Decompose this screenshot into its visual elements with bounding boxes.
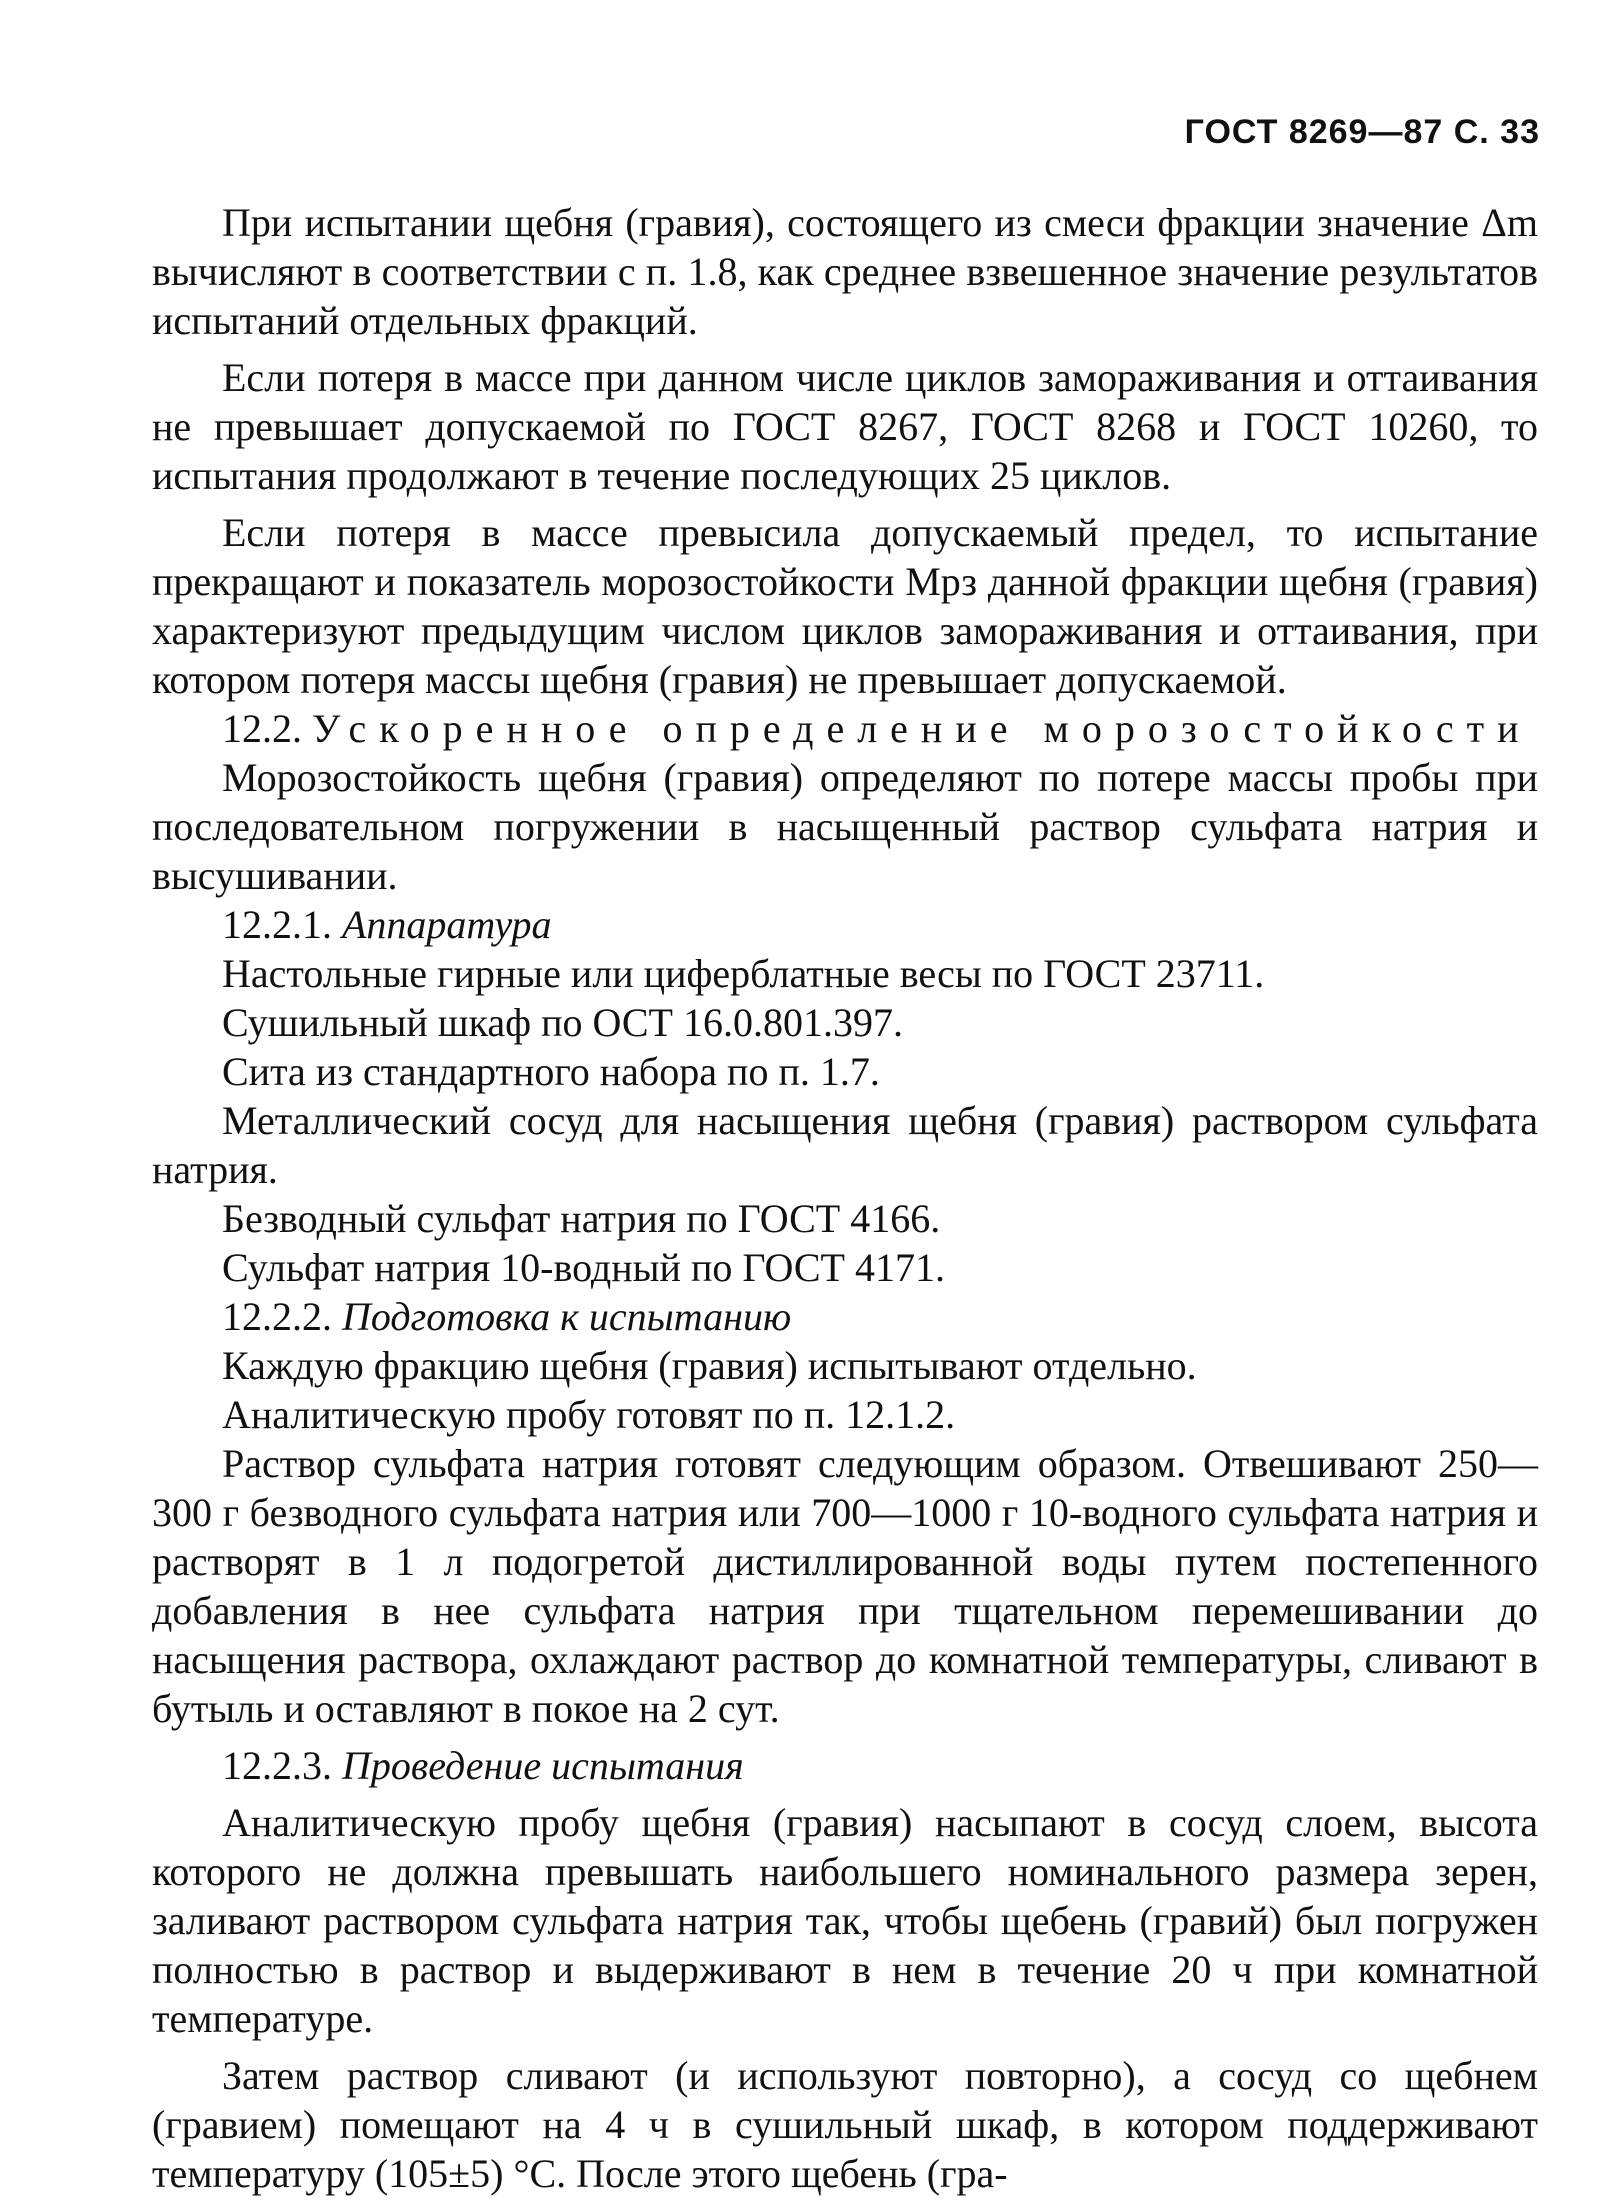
paragraph-each-fraction: Каждую фракцию щебня (гравия) испытывают отдельно. [222,1343,1197,1388]
section-12-2-2-number: 12.2.2. [222,1294,332,1339]
section-12-2-2-heading [152,1292,1538,1341]
paragraph-solution-preparation: Раствор сульфата натрия готовят следующим образом. Отвешивают 250—300 г безводного сульфата натрия или 700—1000 г 10-водного сульфата натрия и растворят в 1 л подогретой дистиллированной воды путем постепенного добавления в нее сульфата натрия при тщательном перемешивании до насыщения раствора, охлаждают раствор до комнатной температуры, сливают в бутыль и оставляют в покое на 2 сут. [152,1441,1538,1731]
section-12-2-1-title: Аппаратура [342,902,552,947]
section-12-2-2-title: Подготовка к испытанию [342,1294,792,1339]
section-12-2-3-number: 12.2.3. [222,1743,332,1788]
paragraph-analytic-sample: Аналитическую пробу готовят по п. 12.1.2. [222,1392,956,1437]
paragraph-method-description: Морозостойкость щебня (гравия) определяют по потере массы пробы при последовательном погружении в насыщенный раствор сульфата натрия и высушивании. [152,755,1538,898]
section-12-2-1-heading [152,900,1538,949]
section-12-2-3-heading [152,1741,1538,1790]
page-header: ГОСТ 8269—87 С. 33 [1184,113,1540,151]
document-body [152,198,1538,2198]
paragraph-loss-within-limit: Если потеря в массе при данном числе циклов замораживания и оттаивания не превышает допускаемой по ГОСТ 8267, ГОСТ 8268 и ГОСТ 10260, то испытания продолжают в течение последующих 25 циклов. [152,355,1538,498]
equipment-metal-vessel: Металлический сосуд для насыщения щебня (гравия) раствором сульфата натрия. [152,1098,1538,1192]
paragraph-fraction-mixture: При испытании щебня (гравия), состоящего из смеси фракции значение Δm вычисляют в соответствии с п. 1.8, как среднее взвешенное значение результатов испытаний отдельных фракций. [152,200,1538,343]
paragraph-test-procedure: Аналитическую пробу щебня (гравия) насыпают в сосуд слоем, высота которого не должна превышать наибольшего номинального размера зерен, заливают раствором сульфата натрия так, чтобы щебень (гравий) был погружен полностью в раствор и выдерживают в нем в течение 20 ч при комнатной температуре. [152,1800,1538,2041]
paragraph-loss-exceeded: Если потеря в массе превысила допускаемый предел, то испытание прекращают и показатель морозостойкости Мрз данной фракции щебня (гравия) характеризуют предыдущим числом циклов замораживания и оттаивания, при котором потеря массы щебня (гравия) не превышает допускаемой. [152,510,1538,702]
equipment-scales: Настольные гирные или циферблатные весы по ГОСТ 23711. [222,951,1265,996]
equipment-sieves: Сита из стандартного набора по п. 1.7. [222,1049,880,1094]
equipment-anhydrous-sulfate: Безводный сульфат натрия по ГОСТ 4166. [222,1196,941,1241]
paragraph-drying-step: Затем раствор сливают (и используют повторно), а сосуд со щебнем (гравием) помещают на 4 ч в сушильный шкаф, в котором поддерживают температуру (105±5) °С. После этого щебень (гра- [152,2053,1538,2196]
section-12-2-1-number: 12.2.1. [222,902,332,947]
section-12-2-3-title: Проведение испытания [342,1743,744,1788]
section-12-2-title: Ускоренное определение морозостойкости [312,706,1532,751]
section-12-2-number: 12.2. [222,706,302,751]
equipment-drying-cabinet: Сушильный шкаф по ОСТ 16.0.801.397. [222,1000,903,1045]
section-12-2-heading [152,704,1538,753]
equipment-decahydrate-sulfate: Сульфат натрия 10-водный по ГОСТ 4171. [222,1245,945,1290]
